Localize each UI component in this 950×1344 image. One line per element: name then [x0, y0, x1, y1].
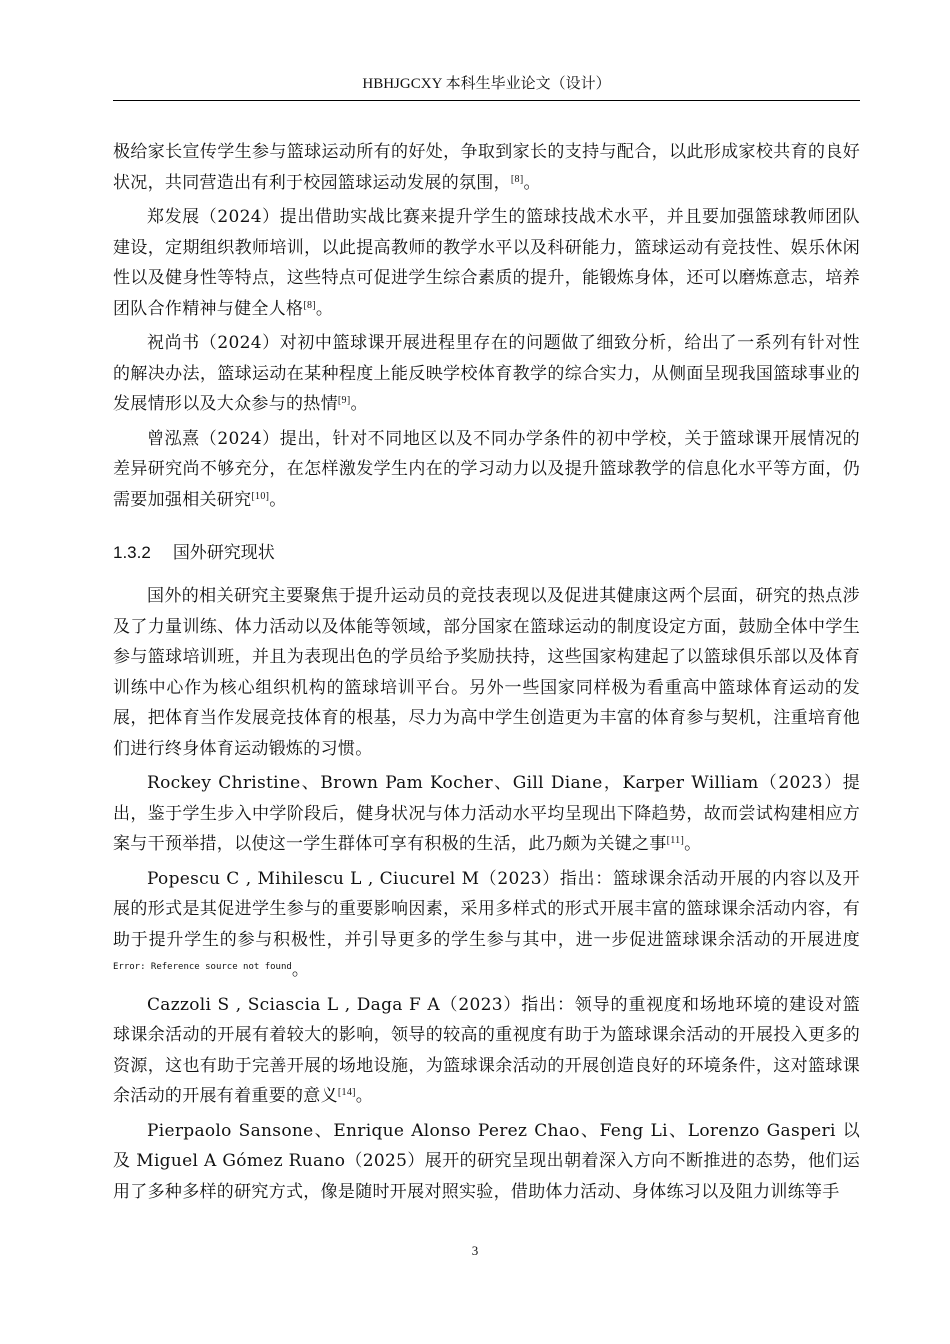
header-rule — [113, 100, 860, 101]
section-title: 国外研究现状 — [172, 543, 275, 563]
paragraph-text: Rockey Christine、Brown Pam Kocher、Gill Diane，Karper William（2023）提出，鉴于学生步入中学阶段后，健身状况与体力活动水平均呈现出下降趋势，故而尝试构建相应方案与干预举措，以使这一学生群体可享有积极的生活，此乃颇为关键之事 — [113, 773, 860, 854]
paragraph-end: 。 — [269, 489, 287, 510]
paragraph-text: Cazzoli S , Sciascia L , Daga F A（2023）指出：领导的重视度和场地环境的建设对篮球课余活动的开展有着较大的影响，领导的较高的重视度有助于为篮球课余活动的开展投入更多的资源，这也有助于完善开展的场地设施，为篮球课余活动的开展创造良好的环境条件，这对篮球课余活动的开展有着重要的意义 — [113, 994, 860, 1106]
document-body — [113, 137, 860, 1207]
paragraph-end: 。 — [523, 172, 541, 193]
paragraph — [113, 328, 860, 420]
paragraph — [113, 137, 860, 198]
section-number: 1.3.2 — [113, 543, 151, 562]
paragraph — [113, 581, 860, 764]
paragraph — [113, 202, 860, 324]
paragraph-text: 国外的相关研究主要聚焦于提升运动员的竞技表现以及促进其健康这两个层面，研究的热点涉及了力量训练、体力活动以及体能等领域，部分国家在篮球运动的制度设定方面，鼓励全体中学生参与篮球培训班，并且为表现出色的学员给予奖励扶持，这些国家构建起了以篮球俱乐部以及体育训练中心作为核心组织机构的篮球培训平台。另外一些国家同样极为看重高中篮球体育运动的发展，把体育当作发展竞技体育的根基，尽力为高中学生创造更为丰富的体育参与契机，注重培育他们进行终身体育运动锻炼的习惯。 — [113, 586, 860, 759]
paragraph — [113, 864, 860, 986]
paragraph-text: Popescu C , Mihilescu L , Ciucurel M（2023）指出：篮球课余活动开展的内容以及开展的形式是其促进学生参与的重要影响因素，采用多样式的形式开展丰富的篮球课余活动内容，有助于提升学生的参与积极性，并引导更多的学生参与其中，进一步促进篮球课余活动的开展进度 — [113, 868, 860, 950]
page-number: 3 — [471, 1243, 479, 1258]
paragraph-text: 曾泓熹（2024）提出，针对不同地区以及不同办学条件的初中学校，关于篮球课开展情况的差异研究尚不够充分，在怎样激发学生内在的学习动力以及提升篮球教学的信息化水平等方面，仍需要加强相关研究 — [113, 428, 860, 510]
citation: [8] — [303, 299, 316, 311]
paragraph — [113, 424, 860, 516]
citation: [14] — [337, 1087, 356, 1098]
paragraph-end: 。 — [315, 298, 334, 319]
citation: [8] — [510, 173, 524, 185]
paragraph-end: 。 — [350, 394, 368, 414]
citation: [9] — [337, 395, 351, 406]
paragraph-text: 祝尚书（2024）对初中篮球课开展进程里存在的问题做了细致分析，给出了一系列有针对性的解决办法，篮球运动在某种程度上能反映学校体育教学的综合实力，从侧面呈现我国篮球事业的发展情形以及大众参与的热情 — [113, 333, 860, 414]
paragraph-text: Pierpaolo Sansone、Enrique Alonso Perez Chao、Feng Li、Lorenzo Gasperi 以及 Miguel A Gómez Ruano（2025）展开的研究呈现出朝着深入方向不断推进的态势，他们运用了多种多样的研究方式，像是随时开展对照实验，借助体力活动、身体练习以及阻力训练等手 — [113, 1120, 860, 1202]
paragraph-end: 。 — [291, 960, 310, 980]
paragraph-text: 郑发展（2024）提出借助实战比赛来提升学生的篮球技战术水平，并且要加强篮球教师团队建设，定期组织教师培训，以此提高教师的教学水平以及科研能力，篮球运动有竞技性、娱乐休闲性以及健身性等特点，这些特点可促进学生综合素质的提升，能锻炼身体，还可以磨炼意志，培养团队合作精神与健全人格 — [113, 207, 860, 319]
reference-error: Error: Reference source not found — [113, 962, 292, 972]
paragraph-end: 。 — [355, 1086, 374, 1106]
paragraph-end: 。 — [684, 834, 702, 854]
page-header: HBHJGCXY 本科生毕业论文（设计） — [362, 76, 611, 92]
paragraph — [113, 1116, 860, 1208]
section-heading — [113, 539, 860, 567]
citation: [10] — [251, 490, 270, 502]
citation: [11] — [666, 835, 685, 846]
paragraph — [113, 990, 860, 1112]
paragraph-text: 极给家长宣传学生参与篮球运动所有的好处，争取到家长的支持与配合，以此形成家校共育的良好状况，共同营造出有利于校园篮球运动发展的氛围， — [113, 142, 860, 193]
paragraph — [113, 768, 860, 860]
